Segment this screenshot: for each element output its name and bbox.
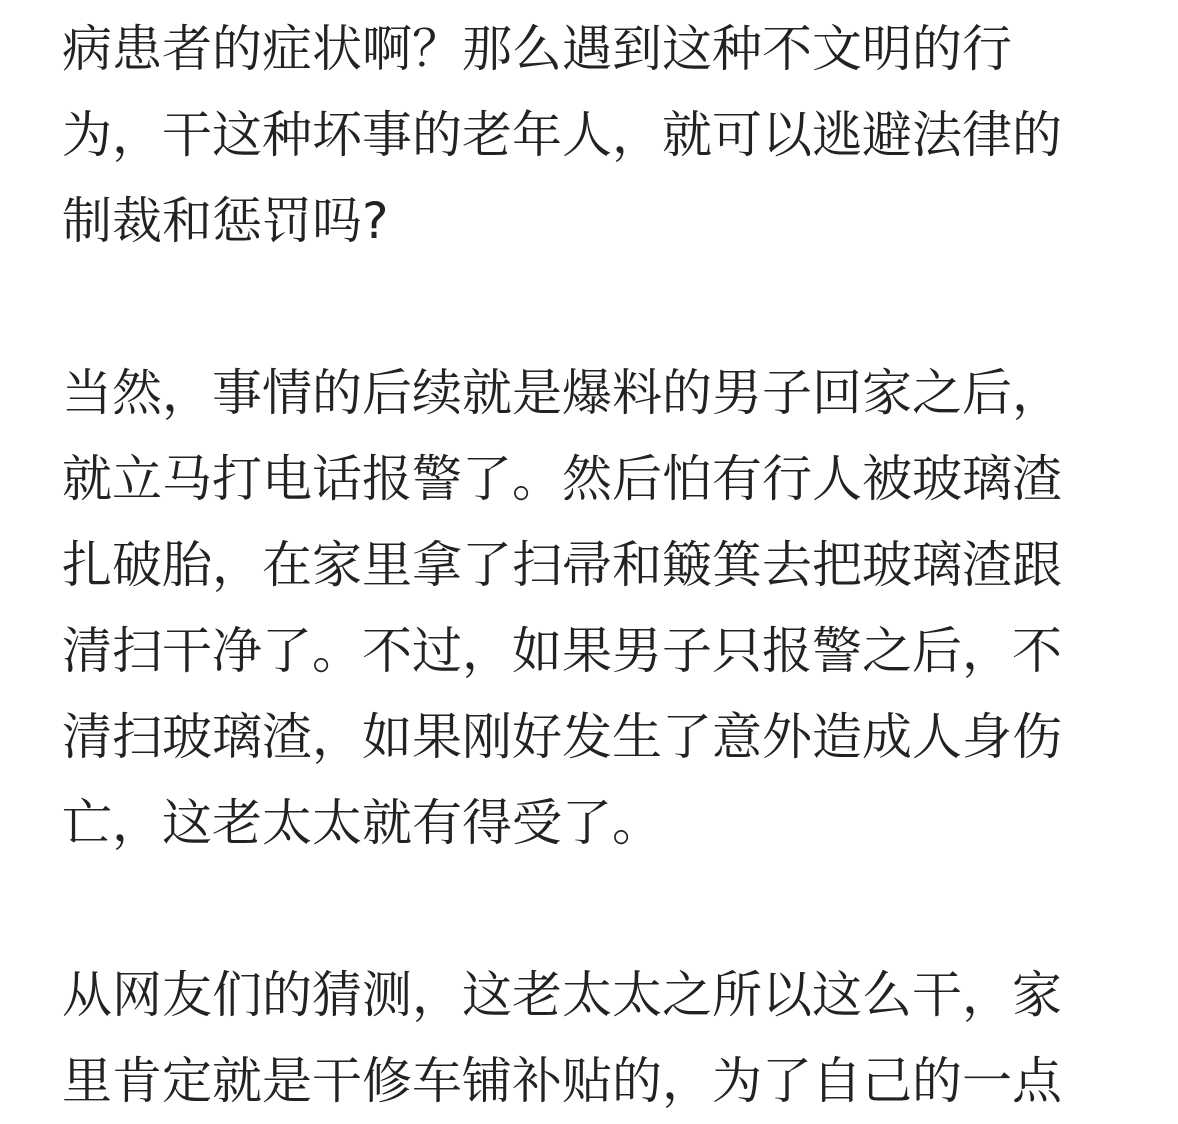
text-line: 为，干这种坏事的老年人，就可以逃避法律的	[62, 106, 1062, 164]
text-line: 清扫干净了。不过，如果男子只报警之后，不	[62, 622, 1062, 680]
paragraph-spacer	[62, 866, 1122, 952]
paragraph-spacer	[62, 264, 1122, 350]
text-line: 扎破胎，在家里拿了扫帚和簸箕去把玻璃渣跟	[62, 536, 1062, 594]
paragraph-1	[62, 6, 1122, 264]
text-line: 就立马打电话报警了。然后怕有行人被玻璃渣	[62, 450, 1062, 508]
text-line: 从网友们的猜测，这老太太之所以这么干，家	[62, 966, 1062, 1024]
article-body	[62, 0, 1122, 1124]
text-line: 当然，事情的后续就是爆料的男子回家之后，	[62, 364, 1062, 422]
text-line: 里肯定就是干修车铺补贴的，为了自己的一点	[62, 1052, 1062, 1110]
text-line: 亡，这老太太就有得受了。	[62, 794, 662, 852]
text-line: 病患者的症状啊？那么遇到这种不文明的行	[62, 20, 1012, 78]
text-line: 制裁和惩罚吗?	[62, 192, 389, 250]
paragraph-2	[62, 350, 1122, 866]
paragraph-3	[62, 952, 1122, 1124]
text-line: 清扫玻璃渣，如果刚好发生了意外造成人身伤	[62, 708, 1062, 766]
